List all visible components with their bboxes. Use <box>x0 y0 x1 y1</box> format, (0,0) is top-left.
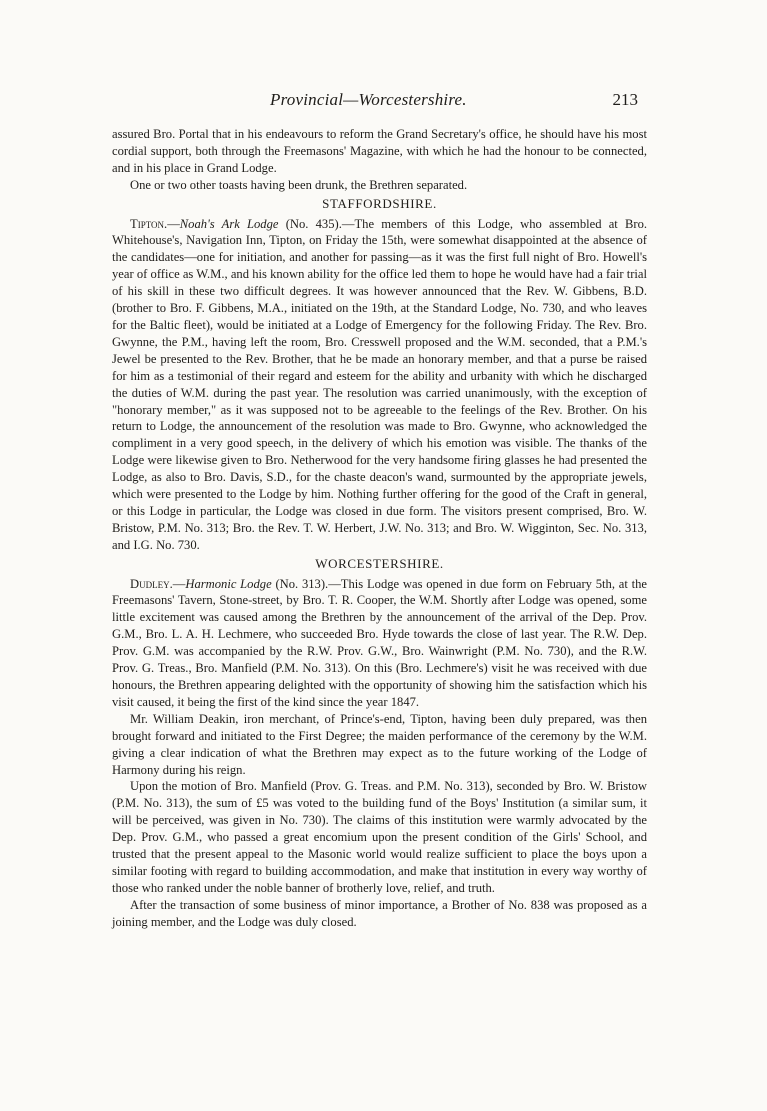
worcestershire-paragraph-1: Dudley.—Harmonic Lodge (No. 313).—This Lodge was opened in due form on February 5th, at the Freemasons' Tavern, Stone-street, by Bro. T. R. Cooper, the W.M. Shortly after Lodge was opened, some little excitement was caused among the Brethren by the announcement of the arrival of the Dep. Prov. G.M., Bro. L. A. H. Lechmere, who succeeded Bro. Hyde towards the close of last year. The R.W. Dep. Prov. G.M. was accompanied by the R.W. Prov. G.W., Bro. Wainwright (P.M. No. 730), and the R.W. Prov. G. Treas., Bro. Manfield (P.M. No. 313). On this (Bro. Lechmere's) visit he was received with due honours, the Brethren appearing delighted with the opportunity of showing him the satisfaction which his visit caused, it being the first of the kind since the year 1847. <box>112 576 648 709</box>
place-name: Tipton. <box>130 216 168 231</box>
page-header <box>130 90 638 114</box>
article-body <box>112 126 647 931</box>
worcestershire-paragraph-3: Upon the motion of Bro. Manfield (Prov. G. Treas. and P.M. No. 313), seconded by Bro. W. Bristow (P.M. No. 313), the sum of £5 was voted to the building fund of the Boys' Institution (a similar sum, it will be perceived, was given in No. 730). The claims of this institution were warmly advocated by the Dep. Prov. G.M., who passed a great encomium upon the present condition of the Girls' School, and trusted that the present appeal to the Masonic world would realize sufficient to place the boys upon a similar footing with regard to building accommodation, and make that institution in every way worthy of those who ranked under the noble banner of brotherly love, relief, and truth. <box>112 779 647 895</box>
section-heading-staffordshire: STAFFORDSHIRE. <box>322 195 437 211</box>
lodge-name: Harmonic Lodge <box>185 576 272 591</box>
running-head: Provincial—Worcestershire. <box>270 90 467 109</box>
staffordshire-paragraph: Tipton.—Noah's Ark Lodge (No. 435).—The members of this Lodge, who assembled at Bro. Whitehouse's, Navigation Inn, Tipton, on Friday the 15th, were somewhat disappointed at the absence of the candidates—one for initiation, and another for passing—as it was the first full night of Bro. Howell's year of office as W.M., and his known ability for the office led them to hope he would have had a fair trial of his skill in these two difficult degrees. It was however announced that the Rev. W. Gibbens, B.D. (brother to Bro. F. Gibbens, M.A., initiated on the 19th, at the Standard Lodge, No. 730, and who leaves for the Baltic fleet), would be initiated at a Lodge of Emergency for the following Friday. The Rev. Bro. Gwynne, the P.M., having left the room, Bro. Cresswell proposed and the W.M. seconded, that a P.M.'s Jewel be presented to the Rev. Brother, that he be made an honorary member, and that a purse be raised for him as a testimonial of their regard and esteem for the ability and urbanity with which he discharged the duties of W.M. during the past year. The resolution was carried unanimously, with the exception of "honorary member," as it was supposed not to be agreeable to the feelings of the Rev. Brother. On his return to Lodge, the announcement of the resolution was made to Bro. Gwynne, who acknowledged the compliment in a very good speech, in the delivery of which his emotion was visible. The thanks of the Lodge were likewise given to Bro. Netherwood for the very handsome firing glasses he had presented the Lodge, as also to Bro. Davis, S.D., for the chaste deacon's wand, surmounted by the appropriate jewels, which were presented to the Lodge by him. Nothing further offering for the good of the Craft in general, or this Lodge in particular, the Lodge was closed in due form. The visitors present comprised, Bro. W. Bristow, P.M. No. 313; Bro. the Rev. T. W. Herbert, J.W. No. 313; and Bro. W. Wigginton, Sec. No. 313, and I.G. No. 730. <box>112 216 648 552</box>
place-name: Dudley. <box>130 576 173 591</box>
continued-paragraph: assured Bro. Portal that in his endeavours to reform the Grand Secretary's office, he should have his most cordial support, both through the Freemasons' Magazine, with which he had the honour to be connected, and in his place in Grand Lodge. <box>112 127 647 175</box>
lodge-name: Noah's Ark Lodge <box>179 216 279 231</box>
worcestershire-paragraph-2: Mr. William Deakin, iron merchant, of Prince's-end, Tipton, having been duly prepared, was then brought forward and initiated to the First Degree; the maiden performance of the ceremony by the W.M. giving a clear indication of what the Brethren may expect as to the future working of the Lodge of Harmony during his reign. <box>112 711 647 777</box>
report-text: —This Lodge was opened in due form on February 5th, at the Freemasons' Tavern, Stone-street, by Bro. T. R. Cooper, the W.M. Shortly after Lodge was opened, some little excitement was caused among the Brethren by the announcement of the arrival of the Dep. Prov. G.M., Bro. L. A. H. Lechmere, who succeeded Bro. Hyde towards the close of last year. The R.W. Dep. Prov. G.M. was accompanied by the R.W. Prov. G.W., Bro. Wainwright (P.M. No. 730), and the R.W. Prov. G. Treas., Bro. Manfield (P.M. No. 313). On this (Bro. Lechmere's) visit he was received with due honours, the Brethren appearing delighted with the opportunity of showing him the satisfaction which his visit caused, it being the first of the kind since the year 1847. <box>112 576 648 709</box>
report-text: —The members of this Lodge, who assembled at Bro. Whitehouse's, Navigation Inn, Tipton, on Friday the 15th, were somewhat disappointed at the absence of the candidates—one for initiation, and another for passing—as it was the first full night of Bro. Howell's year of office as W.M., and his known ability for the office led them to hope he would have had a fair trial of his skill in these two difficult degrees. It was however announced that the Rev. W. Gibbens, B.D. (brother to Bro. F. Gibbens, M.A., initiated on the 19th, at the Standard Lodge, No. 730, and who leaves for the Baltic fleet), would be initiated at a Lodge of Emergency for the following Friday. The Rev. Bro. Gwynne, the P.M., having left the room, Bro. Cresswell proposed and the W.M. seconded, that a P.M.'s Jewel be presented to the Rev. Brother, that he be made an honorary member, and that a purse be raised for him as a testimonial of their regard and esteem for the ability and urbanity with which he discharged the duties of W.M. during the past year. The resolution was carried unanimously, with the exception of "honorary member," as it was supposed not to be agreeable to the feelings of the Rev. Brother. On his return to Lodge, the announcement of the resolution was made to Bro. Gwynne, who acknowledged the compliment in a very good speech, in the delivery of which his emotion was visible. The thanks of the Lodge were likewise given to Bro. Netherwood for the very handsome firing glasses he had presented the Lodge, as also to Bro. Davis, S.D., for the chaste deacon's wand, surmounted by the appropriate jewels, which were presented to the Lodge by him. Nothing further offering for the good of the Craft in general, or this Lodge in particular, the Lodge was closed in due form. The visitors present comprised, Bro. W. Bristow, P.M. No. 313; Bro. the Rev. T. W. Herbert, J.W. No. 313; and Bro. W. Wigginton, Sec. No. 313, and I.G. No. 730. <box>112 216 648 552</box>
worcestershire-paragraph-4: After the transaction of some business of minor importance, a Brother of No. 838 was proposed as a joining member, and the Lodge was duly closed. <box>112 897 647 929</box>
lodge-number: (No. 313). <box>275 576 329 591</box>
page-number: 213 <box>612 90 638 109</box>
closing-paragraph: One or two other toasts having been drunk, the Brethren separated. <box>130 177 468 192</box>
lodge-number: (No. 435). <box>285 216 342 231</box>
section-heading-worcestershire: WORCESTERSHIRE. <box>315 555 444 571</box>
